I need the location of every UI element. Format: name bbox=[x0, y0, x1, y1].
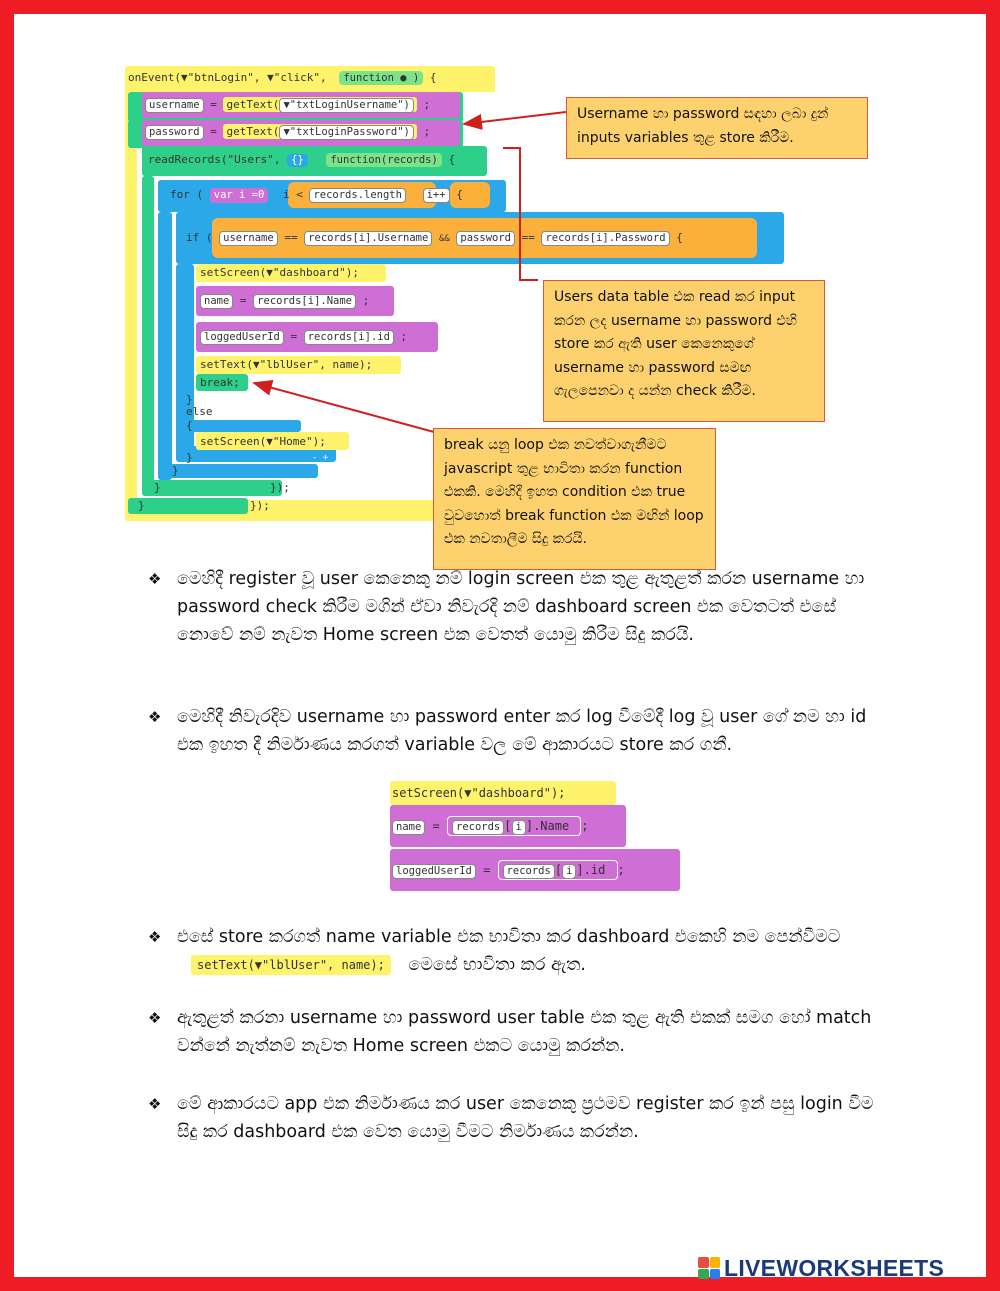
callout-bottom: break යනු loop එක නවත්වාගැනීමට javascript තුළ භාවිතා කරන function එකකි. මෙහිදී ඉහත condition එක true වුවහොත් break function එක මඟින් loop එක නවතාලීම සිදු කරයි. bbox=[433, 428, 716, 570]
bullet-5: ❖ මේ ආකාරයට app එක නිර්මාණය කර user කෙනෙකු ප්‍රථමව register කර ඉන් පසු login වීම සිදු කර dashboard එක වෙත යොමු වීමට නිර්මාණය කරන්න. bbox=[148, 1094, 874, 1142]
bullet-1: ❖ මෙහිදී register වූ user කෙනෙකු නම් login screen එක තුළ ඇතුළත් කරන username හා password check කිරීම මගින් ඒවා නිවැරදි නම් dashboard screen එක වෙතටත් එසේ නොවේ නම් නැවත Home screen එක වෙතත් යොමු කිරීම සිදු කරයි. bbox=[148, 569, 865, 645]
logo-icon bbox=[698, 1257, 720, 1279]
settext-inline-code: setText(▼"lblUser", name); bbox=[191, 955, 391, 975]
callout-top: Username හා password සඳහා ලබා දුන් inputs variables තුළ store කිරීම. bbox=[566, 97, 868, 159]
bullet-4: ❖ ඇතුළත් කරනා username හා password user table එක තුළ ඇති එකක් සමග හෝ match වන්නේ නැත්නම් නැවත Home screen එකට යොමු කරන්න. bbox=[148, 1008, 872, 1056]
bullet-3: ❖ එසේ store කරගත් name variable එක භාවිතා කර dashboard එකෙහි නම පෙන්වීමට setText(▼"lblUser", name); මෙසේ භාවිතා කර ඇත. bbox=[148, 927, 841, 975]
onevent-label: onEvent(▼"btnLogin", ▼"click", bbox=[128, 71, 327, 84]
liveworksheets-logo: LIVEWORKSHEETS bbox=[698, 1253, 944, 1283]
bullet-2: ❖ මෙහිදී නිවැරදිව username හා password enter කර log වීමේදී log වූ user ගේ නම හා id එක ඉහත දී නිර්මාණය කරගත් variable වල මේ ආකාරයට store කර ගනී. bbox=[148, 707, 867, 755]
callout-middle: Users data table එක read කර input කරන ලද username හා password එහි store කර ඇති user කෙනෙකුගේ username හා password සමඟ ගැලපෙනවා ද යන්න check කිරීම. bbox=[543, 280, 825, 422]
